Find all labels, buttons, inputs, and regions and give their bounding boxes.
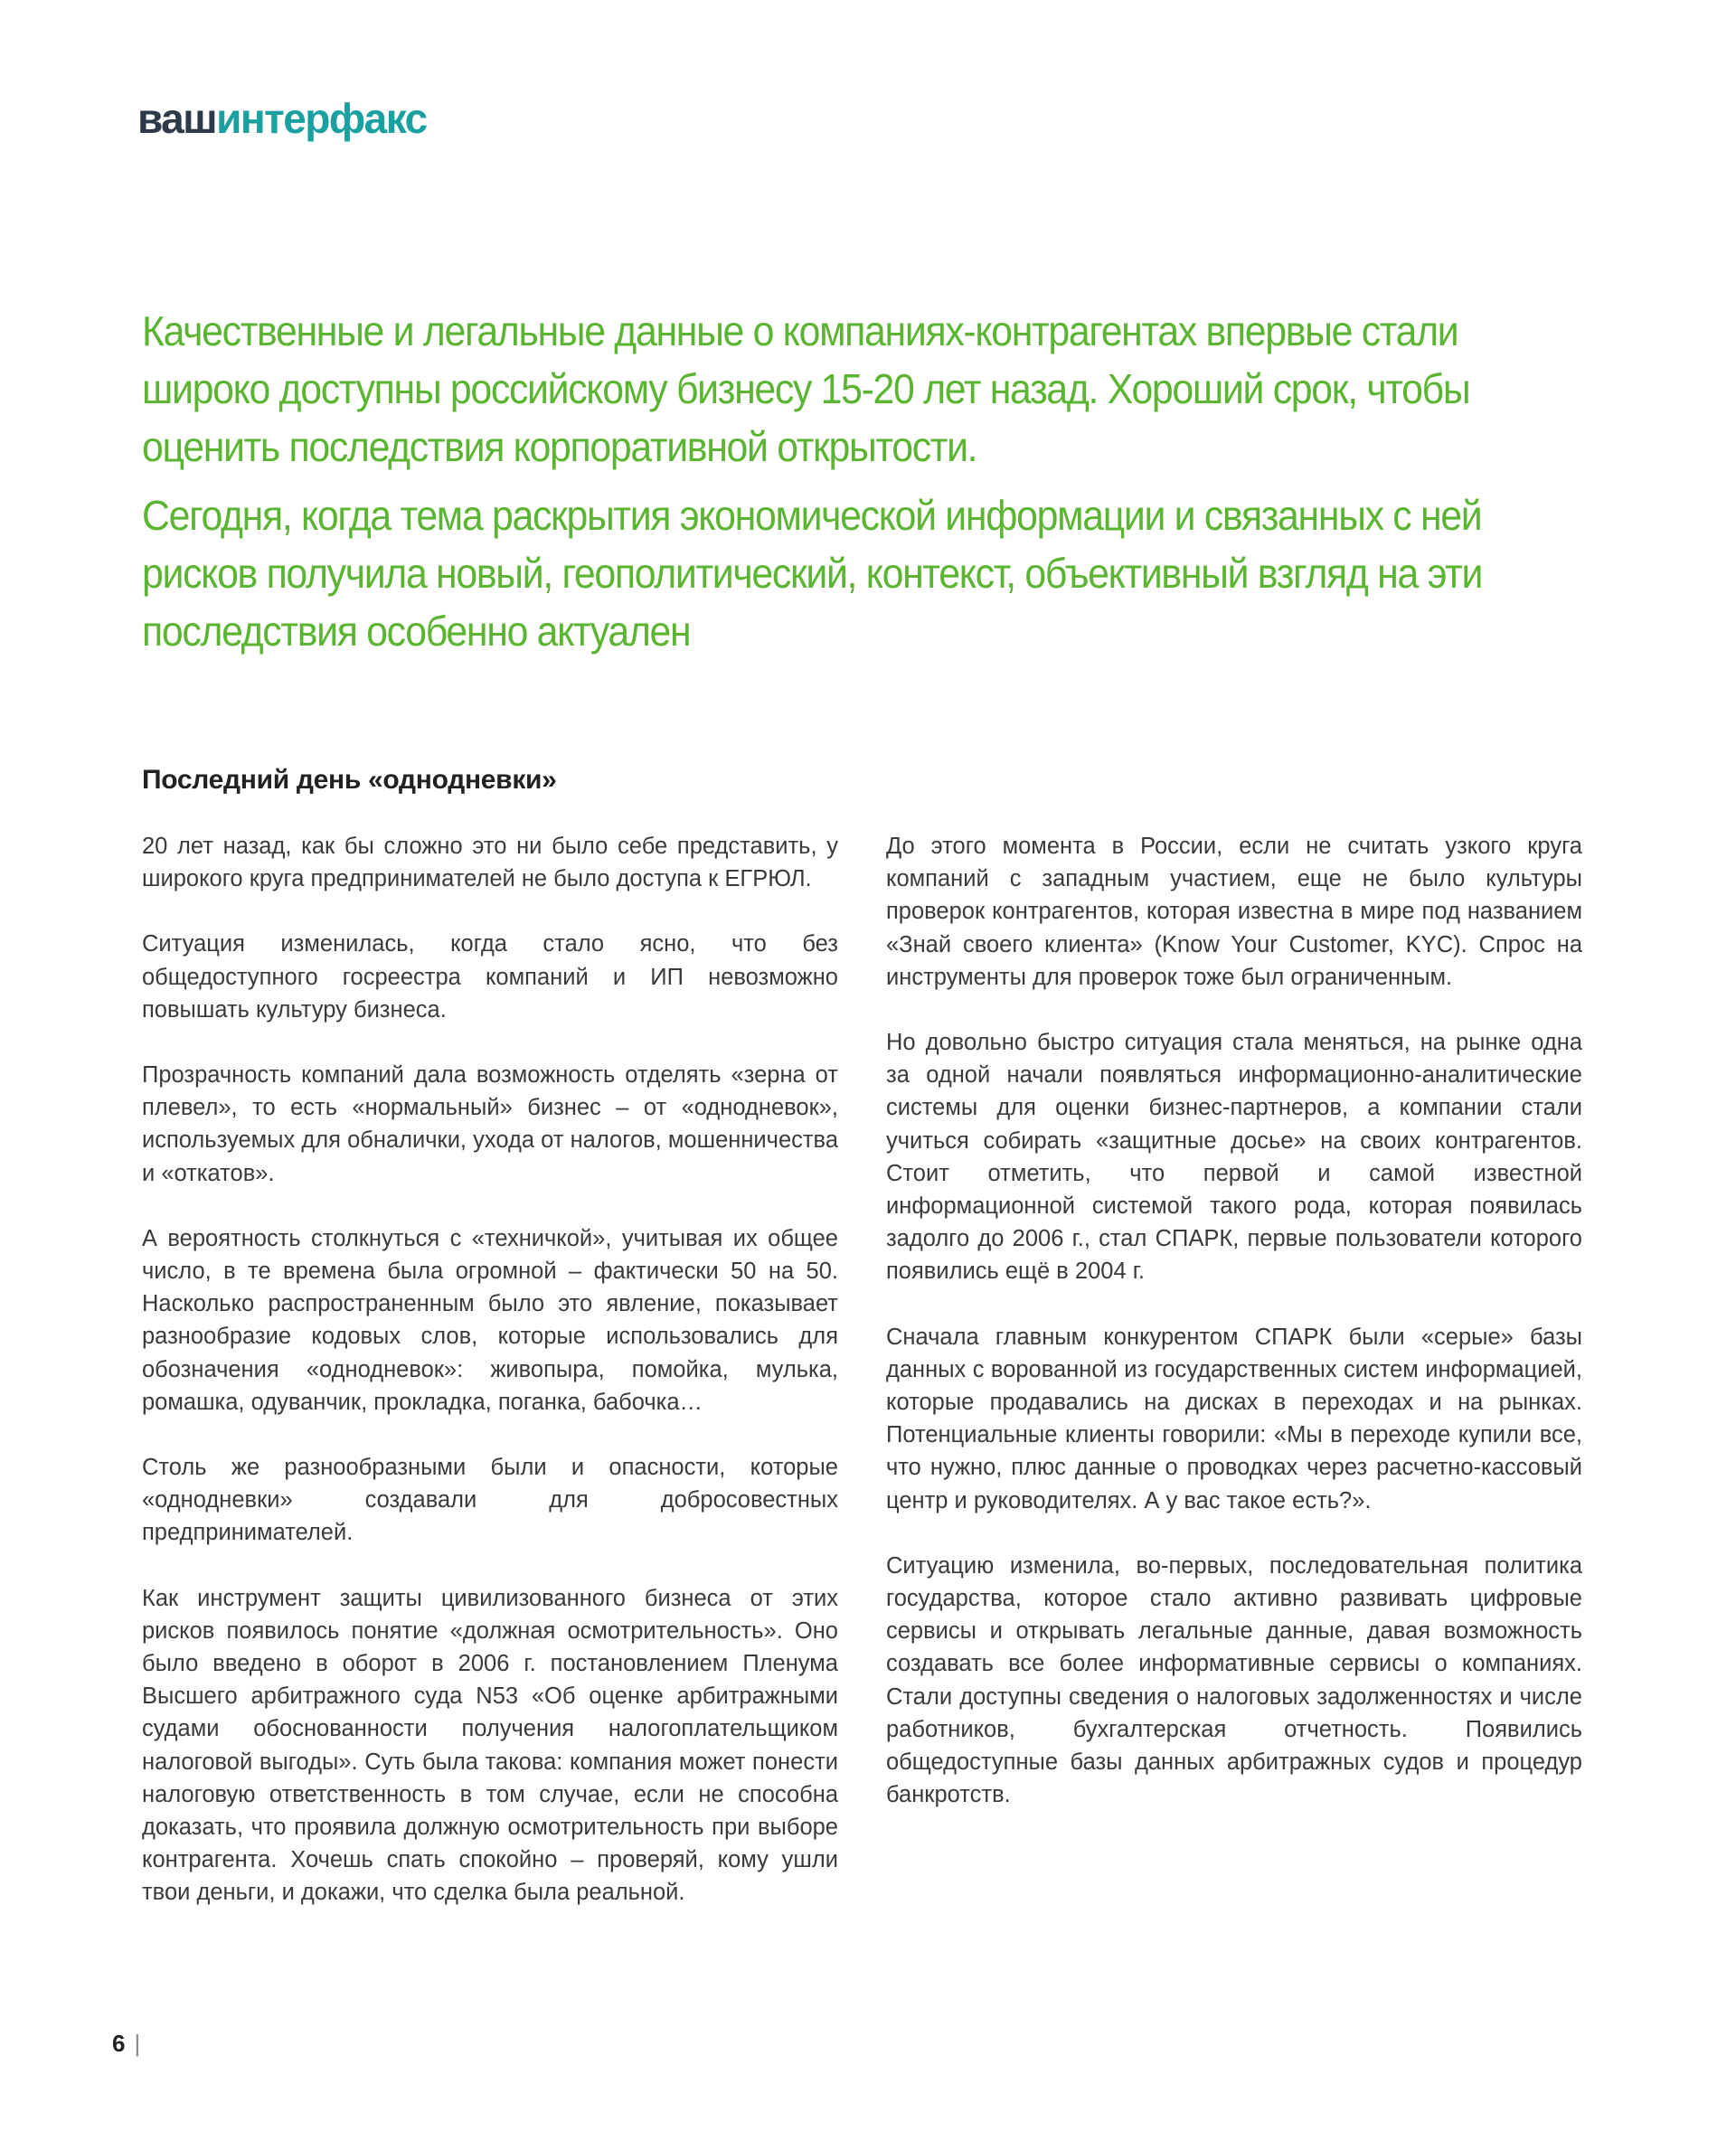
body-paragraph: Ситуацию изменила, во-первых, последовательная политика государства, которое стало активно развивать цифровые сервисы и открывать легальные данные, давая возможность создавать все более информативные сервисы о компаниях. Стали доступны сведения о налоговых задолженностях и числе работников, бухгалтерская отчетность. Появились общедоступные базы данных арбитражных судов и процедур банкротств. <box>886 1552 1582 1808</box>
body-paragraph: А вероятность столкнуться с «техничкой», учитывая их общее число, в те времена была огромной – фактически 50 на 50. Насколько распространенным было это явление, показывает разнообразие кодовых слов, которые использовались для обозначения «однодневок»: живопыра, помойка, мулька, ромашка, одуванчик, прокладка, поганка, бабочка… <box>142 1225 838 1415</box>
body-paragraph: Сначала главным конкурентом СПАРК были «серые» базы данных с ворованной из государственных систем информацией, которые продавались на дисках в переходах и на рынках. Потенциальные клиенты говорили: «Мы в переходе купили все, что нужно, плюс данные о проводках через расчетно-кассовый центр и руководителях. А у вас такое есть?». <box>886 1324 1582 1513</box>
logo-part-vash: ваш <box>137 95 217 142</box>
logo-part-interfax: интерфакс <box>216 95 427 142</box>
right-column <box>886 830 1582 1843</box>
body-paragraph: Но довольно быстро ситуация стала меняться, на рынке одна за одной начали появляться информационно-аналитические системы для оценки бизнес-партнеров, а компании стали учиться собирать «защитные досье» на своих контрагентов. Стоит отметить, что первой и самой известной информационной системой такого рода, которая появилась задолго до 2006 г., стал СПАРК, первые пользователи которого появились ещё в 2004 г. <box>886 1030 1582 1285</box>
body-paragraph: Как инструмент защиты цивилизованного бизнеса от этих рисков появилось понятие «должная осмотрительность». Оно было введено в оборот в 2006 г. постановлением Пленума Высшего арбитражного суда N53 «Об оценке арбитражными судами обоснованности получения налогоплательщиком налоговой выгоды». Суть была такова: компания может понести налоговую ответственность в том случае, если не способна доказать, что проявила должную осмотрительность при выборе контрагента. Хочешь спать спокойно – проверяй, кому ушли твои деньги, и докажи, что сделка была реальной. <box>142 1585 838 1906</box>
footer-separator: | <box>134 2030 141 2057</box>
intro-paragraph: Качественные и легальные данные о компаниях-контрагентах впервые стали широко доступны российскому бизнесу 15-20 лет назад. Хороший срок, чтобы оценить последствия корпоративной открытости. <box>142 307 1470 470</box>
left-column <box>142 830 838 1942</box>
page-footer <box>112 2030 140 2058</box>
body-paragraph: Прозрачность компаний дала возможность отделять «зерна от плевел», то есть «нормальный» бизнес – от «однодневок», используемых для обналички, ухода от налогов, мошенничества и «откатов». <box>142 1062 838 1186</box>
body-paragraph: Ситуация изменилась, когда стало ясно, что без общедоступного госреестра компаний и ИП невозможно повышать культуру бизнеса. <box>142 931 838 1023</box>
section-title: Последний день «однодневки» <box>142 765 557 795</box>
body-paragraph: До этого момента в России, если не считать узкого круга компаний с западным участием, еще не было культуры проверок контрагентов, которая известна в мире под названием «Знай своего клиента» (Know Your Customer, KYC). Спрос на инструменты для проверок тоже был ограниченным. <box>886 834 1582 990</box>
body-paragraph: Столь же разнообразными были и опасности, которые «однодневки» создавали для добросовестных предпринимателей. <box>142 1455 838 1546</box>
body-paragraph: 20 лет назад, как бы сложно это ни было себе представить, у широкого круга предпринимателей не было доступа к ЕГРЮЛ. <box>142 834 838 892</box>
intro-paragraph: Сегодня, когда тема раскрытия экономической информации и связанных с ней рисков получила новый, геополитический, контекст, объективный взгляд на эти последствия особенно актуален <box>142 492 1483 655</box>
page-number: 6 <box>112 2030 126 2057</box>
intro-lead <box>142 302 1538 671</box>
brand-logo <box>137 95 427 142</box>
